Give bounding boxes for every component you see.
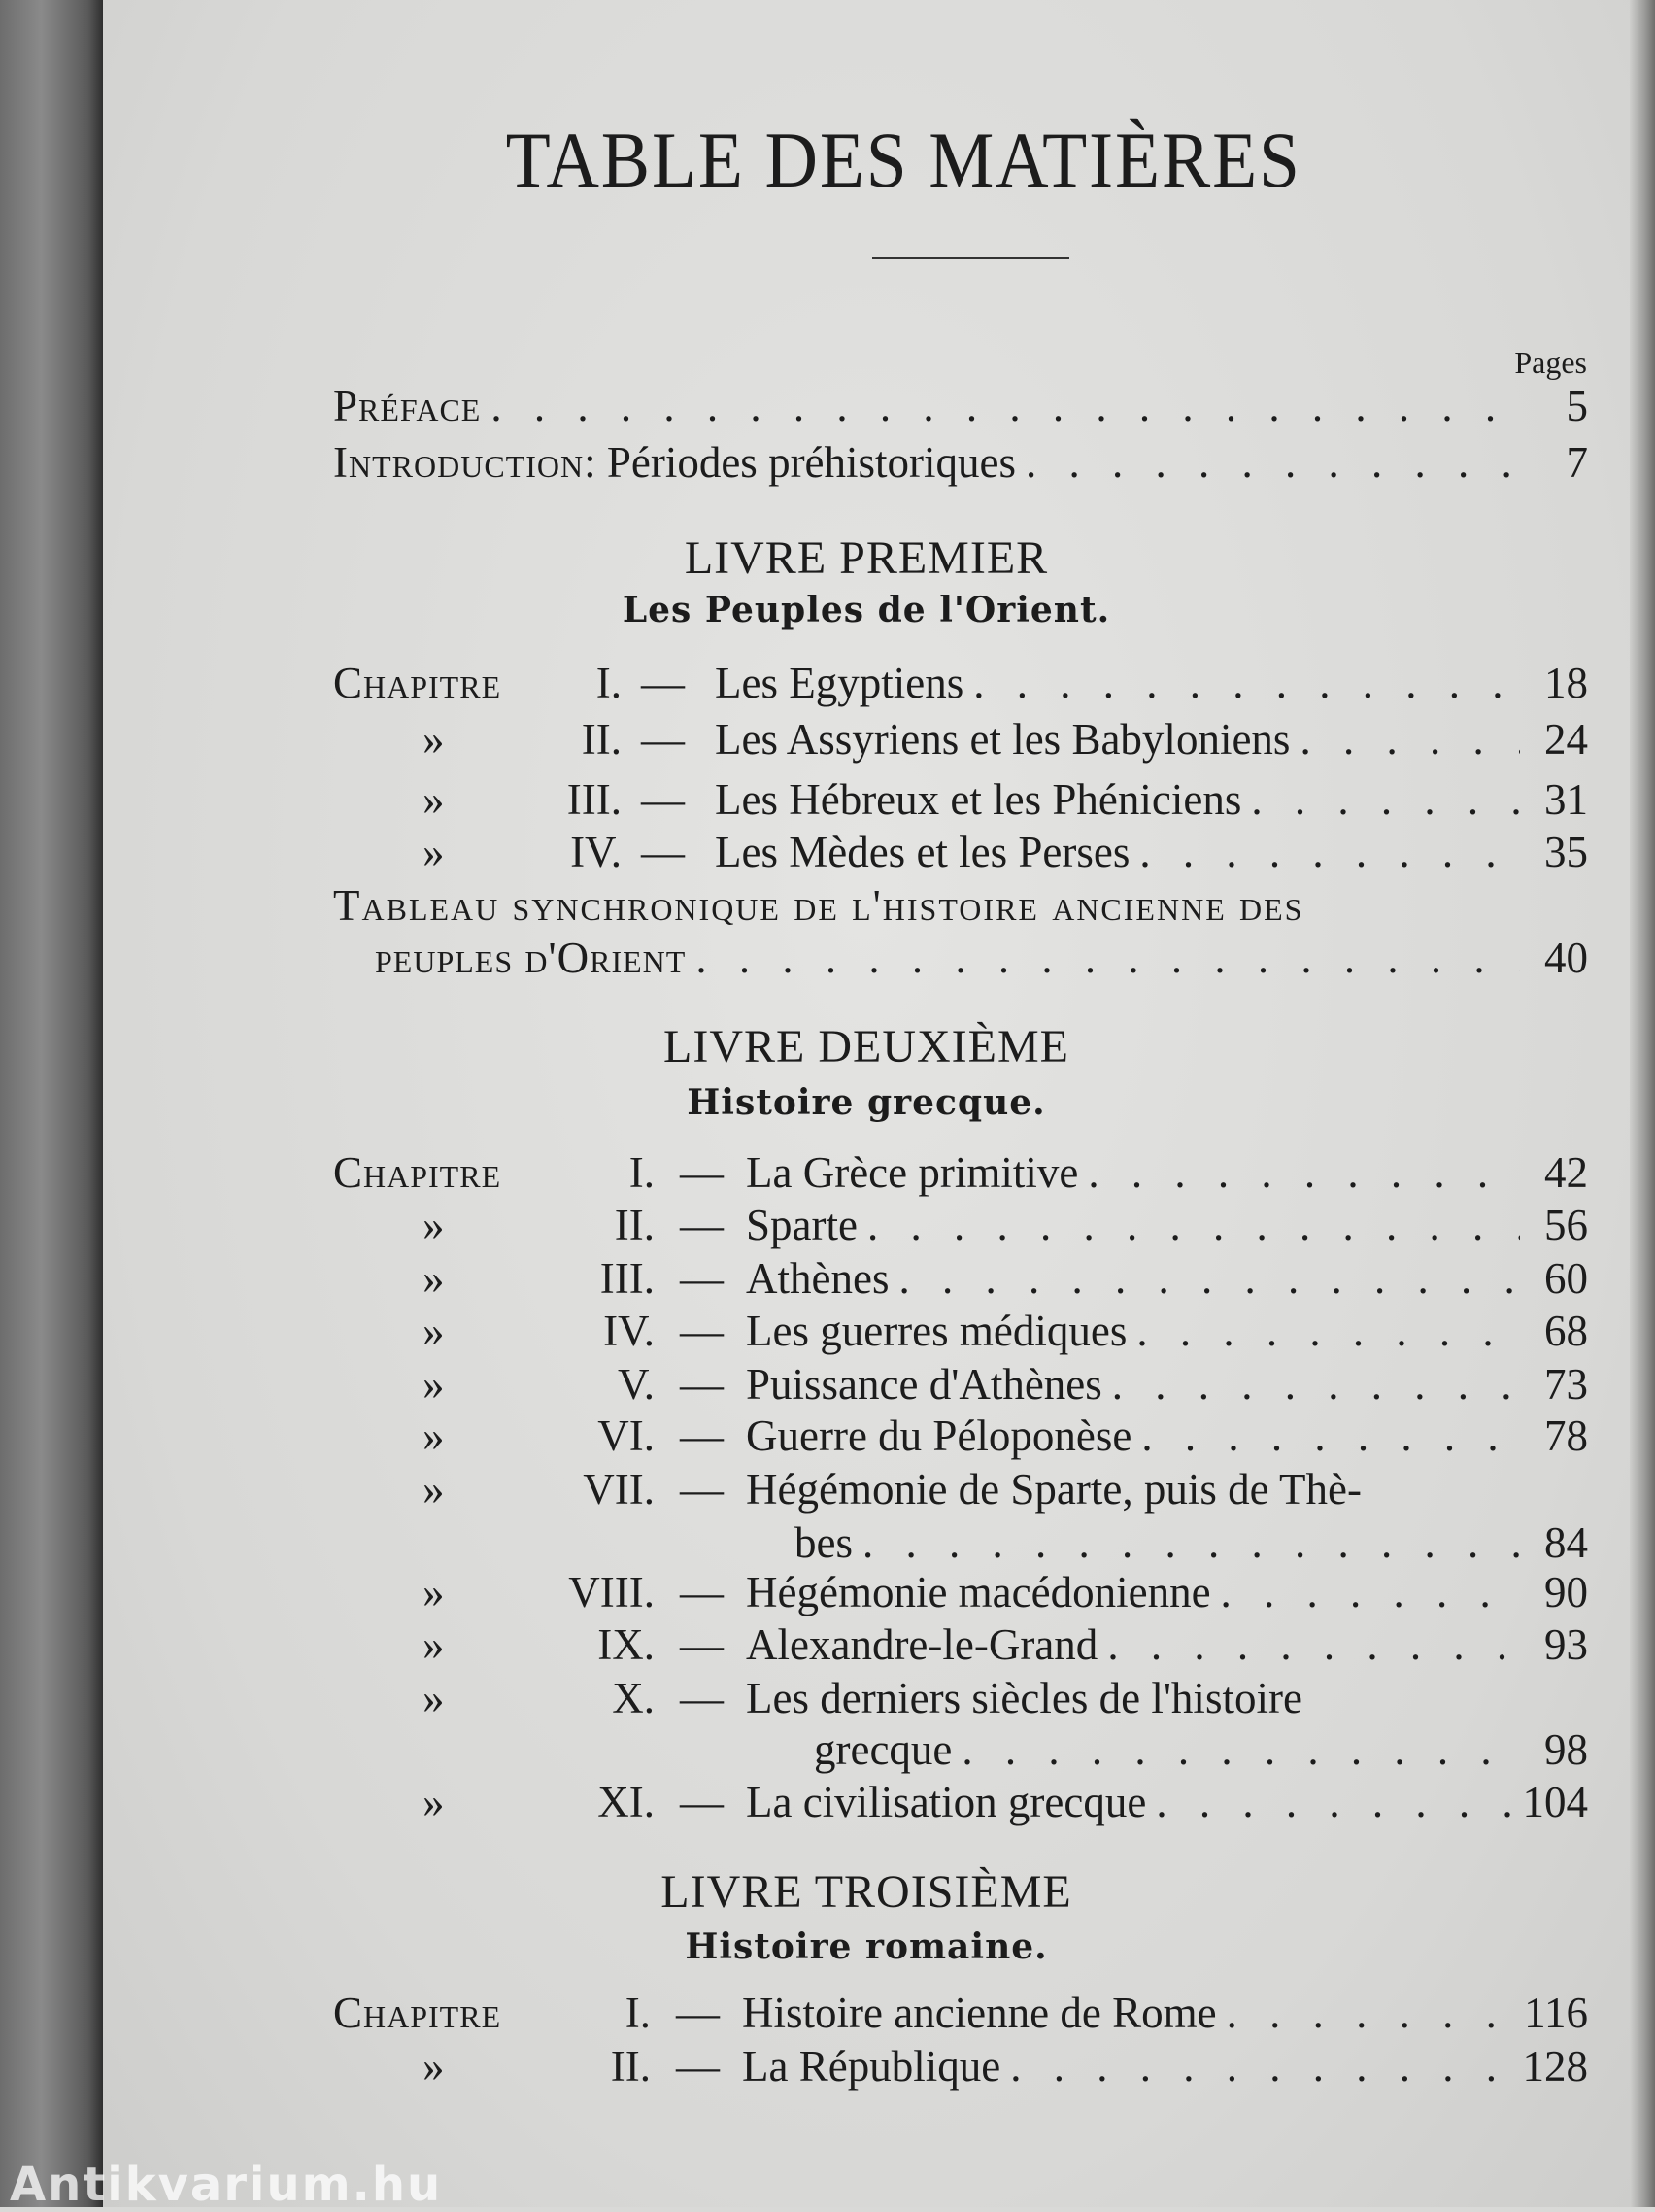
chapter-entry — [0, 1148, 724, 1197]
chapter-prefix: » — [422, 1307, 445, 1355]
chapter-title: Puissance d'Athènes — [746, 1360, 1102, 1409]
book-spine — [0, 0, 103, 2207]
chapter-title: Alexandre-le-Grand — [746, 1620, 1098, 1669]
dot-leader — [867, 1203, 1520, 1247]
toc-row — [746, 1362, 1588, 1407]
chapter-prefix: Chapitre — [333, 1148, 502, 1197]
em-dash: — — [680, 1568, 724, 1616]
chapter-title: Guerre du Péloponèse — [746, 1412, 1132, 1460]
em-dash: — — [680, 1465, 724, 1514]
entry-title: : Périodes préhistoriques — [584, 438, 1017, 487]
chapter-numeral: IV. — [603, 1307, 655, 1355]
toc-row — [746, 1570, 1588, 1615]
page-number: 56 — [1544, 1201, 1588, 1249]
chapter-numeral: V. — [618, 1360, 655, 1409]
chapter-prefix: » — [422, 1674, 445, 1722]
page-number: 78 — [1544, 1412, 1588, 1460]
page-number: 116 — [1524, 1989, 1588, 2037]
chapter-numeral: I. — [625, 1989, 651, 2037]
dot-leader — [1136, 1309, 1520, 1353]
livre-heading: LIVRE PREMIER — [684, 532, 1049, 584]
chapter-title: Les Mèdes et les Perses — [715, 828, 1131, 876]
chapter-numeral: III. — [599, 1254, 655, 1303]
chapter-entry — [0, 1568, 724, 1616]
chapter-entry — [0, 659, 685, 707]
chapter-prefix: Chapitre — [333, 659, 502, 707]
chapter-numeral: IV. — [570, 828, 622, 876]
chapter-numeral: I. — [595, 659, 622, 707]
dot-leader — [1026, 440, 1520, 485]
dot-leader — [898, 1256, 1520, 1301]
chapter-prefix: » — [422, 1568, 445, 1616]
chapter-entry — [0, 1465, 724, 1514]
em-dash: — — [680, 1620, 724, 1669]
synchronic-table-title-continued: peuples d'Orient — [375, 934, 687, 982]
page-number: 35 — [1544, 828, 1588, 876]
dot-leader — [962, 1727, 1520, 1772]
em-dash: — — [680, 1148, 724, 1197]
livre-heading: LIVRE DEUXIÈME — [663, 1021, 1069, 1072]
chapter-entry — [0, 715, 685, 764]
toc-row — [794, 1520, 1588, 1565]
toc-row — [746, 1150, 1588, 1195]
chapter-title: Les Egyptiens — [715, 659, 964, 707]
chapter-title: Histoire ancienne de Rome — [742, 1989, 1217, 2037]
chapter-title: La République — [742, 2042, 1001, 2091]
toc-row — [715, 830, 1588, 874]
chapter-numeral: II. — [610, 2042, 651, 2091]
em-dash: — — [641, 828, 685, 876]
toc-row — [715, 717, 1588, 762]
page-title: TABLE DES MATIÈRES — [505, 116, 1301, 204]
toc-row — [746, 1256, 1588, 1301]
dot-leader — [1251, 777, 1520, 822]
chapter-numeral: VII. — [583, 1465, 655, 1514]
dot-leader — [1107, 1622, 1520, 1667]
chapter-title: Les Hébreux et les Phéniciens — [715, 775, 1242, 824]
chapter-numeral: II. — [581, 715, 622, 764]
chapter-title: Les derniers siècles de l'histoire — [746, 1674, 1302, 1722]
livre-subtitle: Les Peuples de l'Orient. — [622, 590, 1111, 630]
chapter-numeral: XI. — [597, 1778, 655, 1826]
dot-leader — [1221, 1570, 1520, 1615]
title-rule — [872, 257, 1069, 259]
chapter-entry — [0, 1989, 720, 2037]
dot-leader — [862, 1520, 1520, 1565]
page-number: 42 — [1544, 1148, 1588, 1197]
dot-leader — [1010, 2044, 1512, 2089]
page-number: 31 — [1544, 775, 1588, 824]
chapter-numeral: I. — [628, 1148, 655, 1197]
chapter-title: Sparte — [746, 1201, 858, 1249]
page-number: 7 — [1566, 438, 1588, 487]
chapter-entry — [0, 1620, 724, 1669]
chapter-prefix: » — [422, 1360, 445, 1409]
page-number: 84 — [1544, 1518, 1588, 1567]
chapter-title: La Grèce primitive — [746, 1148, 1079, 1197]
chapter-prefix: » — [422, 2042, 445, 2091]
chapter-entry — [0, 1201, 724, 1249]
dot-leader — [973, 661, 1520, 705]
chapter-title-continued: bes — [794, 1518, 853, 1567]
chapter-numeral: IX. — [597, 1620, 655, 1669]
dot-leader — [1141, 1413, 1520, 1458]
chapter-entry — [0, 1412, 724, 1460]
toc-row — [746, 1676, 1588, 1720]
page-number: 104 — [1522, 1778, 1588, 1826]
pages-column-label: Pages — [1514, 345, 1587, 380]
em-dash: — — [680, 1307, 724, 1355]
synchronic-table-title: Tableau synchronique de l'histoire ancienne des — [333, 881, 1304, 930]
page-number: 73 — [1544, 1360, 1588, 1409]
chapter-prefix: » — [422, 1254, 445, 1303]
toc-row — [715, 661, 1588, 705]
em-dash: — — [680, 1778, 724, 1826]
page-edge — [1630, 0, 1655, 2207]
chapter-title: La civilisation grecque — [746, 1778, 1147, 1826]
page-number: 18 — [1544, 659, 1588, 707]
toc-row — [333, 440, 1588, 485]
em-dash: — — [676, 1989, 720, 2037]
chapter-prefix: Chapitre — [333, 1989, 502, 2037]
chapter-title: Hégémonie de Sparte, puis de Thè- — [746, 1465, 1362, 1514]
chapter-title: Les guerres médiques — [746, 1307, 1128, 1355]
chapter-prefix: » — [422, 1201, 445, 1249]
dot-leader — [1156, 1780, 1512, 1824]
toc-row — [715, 777, 1588, 822]
chapter-prefix: » — [422, 715, 445, 764]
chapter-entry — [0, 2042, 720, 2091]
toc-row — [742, 1991, 1588, 2035]
chapter-numeral: VI. — [597, 1412, 655, 1460]
page-number: 40 — [1544, 934, 1588, 982]
toc-row — [746, 1203, 1588, 1247]
toc-row — [746, 1309, 1588, 1353]
chapter-prefix: » — [422, 1778, 445, 1826]
em-dash: — — [641, 715, 685, 764]
dot-leader — [1112, 1362, 1520, 1407]
livre-subtitle: Histoire romaine. — [685, 1926, 1048, 1967]
chapter-prefix: » — [422, 1465, 445, 1514]
dot-leader — [1300, 717, 1520, 762]
dot-leader — [695, 936, 1520, 980]
chapter-entry — [0, 1307, 724, 1355]
chapter-prefix: » — [422, 1412, 445, 1460]
page-number: 5 — [1566, 382, 1588, 430]
page-number: 60 — [1544, 1254, 1588, 1303]
em-dash: — — [641, 775, 685, 824]
toc-row — [746, 1467, 1588, 1512]
toc-row — [333, 883, 1588, 928]
page-number: 93 — [1544, 1620, 1588, 1669]
em-dash: — — [641, 659, 685, 707]
entry-label: Préface — [333, 382, 482, 430]
dot-leader — [1227, 1991, 1515, 2035]
em-dash: — — [676, 2042, 720, 2091]
chapter-title-continued: grecque — [814, 1725, 953, 1774]
dot-leader — [1088, 1150, 1520, 1195]
toc-row — [333, 384, 1588, 428]
chapter-entry — [0, 1254, 724, 1303]
page-number: 128 — [1522, 2042, 1588, 2091]
watermark: Antikvarium.hu — [10, 2158, 443, 2212]
em-dash: — — [680, 1412, 724, 1460]
chapter-title: Athènes — [746, 1254, 890, 1303]
page-number: 68 — [1544, 1307, 1588, 1355]
toc-row — [746, 1413, 1588, 1458]
dot-leader — [1139, 830, 1520, 874]
chapter-title: Les Assyriens et les Babyloniens — [715, 715, 1291, 764]
chapter-prefix: » — [422, 775, 445, 824]
em-dash: — — [680, 1254, 724, 1303]
page-number: 98 — [1544, 1725, 1588, 1774]
toc-row — [742, 2044, 1588, 2089]
chapter-title: Hégémonie macédonienne — [746, 1568, 1211, 1616]
chapter-numeral: II. — [614, 1201, 655, 1249]
page-number: 90 — [1544, 1568, 1588, 1616]
entry-label: Introduction — [333, 438, 585, 487]
em-dash: — — [680, 1674, 724, 1722]
chapter-entry — [0, 1674, 724, 1722]
em-dash: — — [680, 1201, 724, 1249]
livre-subtitle: Histoire grecque. — [687, 1082, 1046, 1123]
page-number: 24 — [1544, 715, 1588, 764]
toc-row — [375, 936, 1588, 980]
chapter-entry — [0, 828, 685, 876]
chapter-numeral: III. — [566, 775, 622, 824]
dot-leader — [490, 384, 1520, 428]
livre-heading: LIVRE TROISIÈME — [660, 1866, 1072, 1918]
chapter-numeral: VIII. — [568, 1568, 655, 1616]
toc-row — [746, 1622, 1588, 1667]
chapter-numeral: X. — [612, 1674, 655, 1722]
chapter-entry — [0, 1778, 724, 1826]
toc-row — [814, 1727, 1588, 1772]
toc-row — [746, 1780, 1588, 1824]
chapter-entry — [0, 1360, 724, 1409]
chapter-prefix: » — [422, 828, 445, 876]
chapter-prefix: » — [422, 1620, 445, 1669]
em-dash: — — [680, 1360, 724, 1409]
chapter-entry — [0, 775, 685, 824]
